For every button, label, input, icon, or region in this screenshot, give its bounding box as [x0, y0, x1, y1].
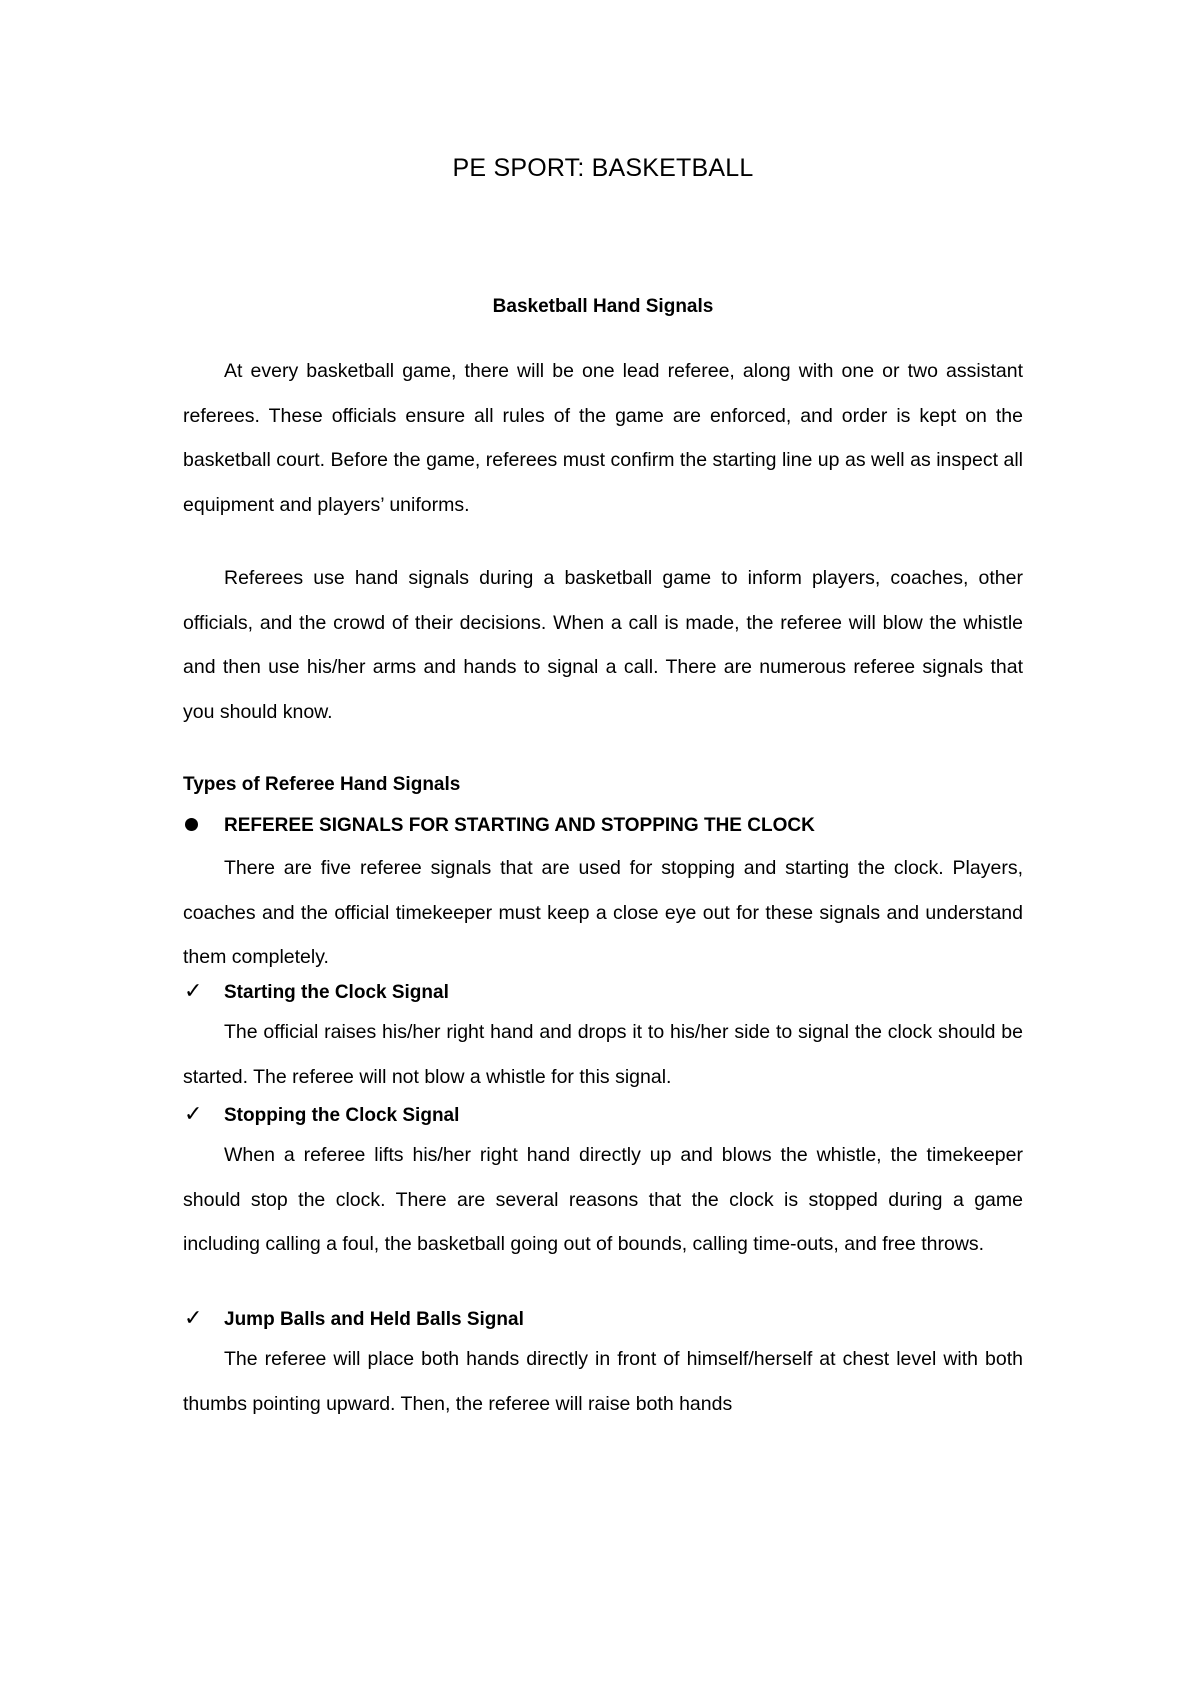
- check-list-item: [183, 1092, 1023, 1138]
- intro-paragraph: At every basketball game, there will be one lead referee, along with one or two assistant referees. These officials ensure all rules of the game are enforced, and order is kept on the basketball court. Before the game, referees must confirm the starting line up as well as inspect all equipment and players’ uniforms.: [183, 360, 1023, 516]
- check-item-title: Stopping the Clock Signal: [224, 1105, 460, 1126]
- check-item-paragraph: The referee will place both hands directly in front of himself/herself at chest level with both thumbs pointing upward. Then, the referee will raise both hands: [183, 1348, 1023, 1415]
- bullet-icon: [185, 818, 198, 831]
- check-item-title: Jump Balls and Held Balls Signal: [224, 1309, 524, 1330]
- check-list-item: [183, 969, 1023, 1015]
- types-heading: Types of Referee Hand Signals: [183, 774, 461, 795]
- bullet-list-item: [183, 804, 1023, 848]
- section-title: Basketball Hand Signals: [492, 296, 714, 317]
- checkmark-icon: ✓: [184, 1305, 203, 1330]
- check-item-paragraph: The official raises his/her right hand and drops it to his/her side to signal the clock should be started. The referee will not blow a whistle for this signal.: [183, 1021, 1023, 1088]
- checkmark-icon: ✓: [184, 978, 203, 1003]
- document-body: [183, 150, 1023, 1415]
- bullet-item-title: REFEREE SIGNALS FOR STARTING AND STOPPING THE CLOCK: [224, 815, 815, 836]
- check-list-item: [183, 1296, 1023, 1342]
- check-item-title: Starting the Clock Signal: [224, 982, 449, 1003]
- document-title: PE SPORT: BASKETBALL: [452, 154, 754, 182]
- bullet-item-paragraph: There are five referee signals that are used for stopping and starting the clock. Players, coaches and the official timekeeper must keep a close eye out for these signals and understand them completely.: [183, 857, 1023, 969]
- checkmark-icon: ✓: [184, 1101, 203, 1126]
- signals-paragraph: Referees use hand signals during a basketball game to inform players, coaches, other officials, and the crowd of their decisions. When a call is made, the referee will blow the whistle and then use his/her arms and hands to signal a call. There are numerous referee signals that you should know.: [183, 567, 1023, 723]
- check-item-paragraph: When a referee lifts his/her right hand directly up and blows the whistle, the timekeeper should stop the clock. There are several reasons that the clock is stopped during a game including calling a foul, the basketball going out of bounds, calling time-outs, and free throws.: [183, 1144, 1023, 1256]
